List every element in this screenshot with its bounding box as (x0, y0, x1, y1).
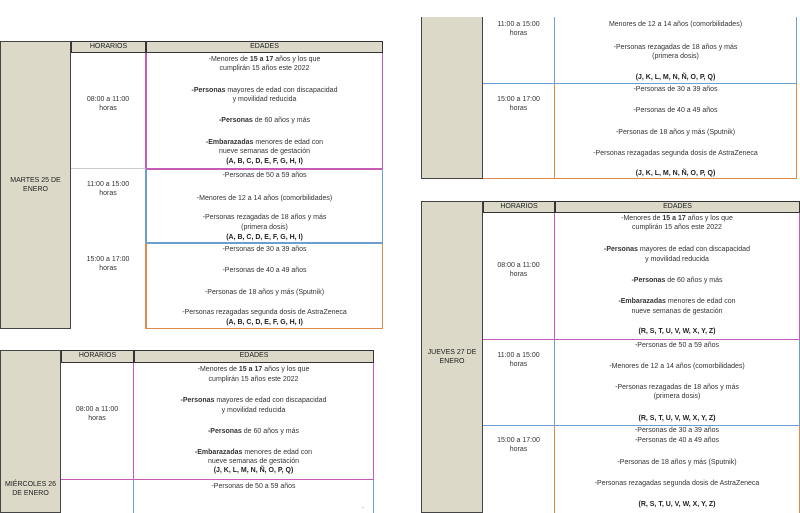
ages-cell: -Menores de 15 a 17 años y los que cumplirán 15 años este 2022 -Personas mayores de edad con discapacidad y movilidad reducida -Personas de 60 años y más -Embarazadas menores de edad con nueve semanas de gestación (R, S, T, U, V, W, X, Y, Z) (555, 213, 800, 339)
time-cell: 08:00 a 11:00 horas (483, 213, 555, 339)
time-cell: 08:00 a 11:00 horas (71, 53, 146, 169)
day-cell-blank (421, 17, 483, 179)
time-cell: 11:00 a 15:00 horas (483, 17, 555, 83)
ages-cell: -Personas de 50 a 59 años . (134, 479, 374, 513)
day-cell-jueves: JUEVES 27 DE ENERO (421, 201, 483, 513)
time-cell: 15:00 a 17:00 horas (71, 243, 146, 329)
ages-cell: -Menores de 15 a 17 años y los que cumplirán 15 años este 2022 -Personas mayores de edad con discapacidad y movilidad reducida -Personas de 60 años y más -Embarazadas menores de edad con nueve semanas de gestación (J, K, L, M, N, Ñ, O, P, Q) (134, 363, 374, 479)
ages-cell: -Menores de 15 a 17 años y los que cumplirán 15 años este 2022 -Personas mayores de edad con discapacidad y movilidad reducida -Personas de 60 años y más -Embarazadas menores de edad con nueve semanas de gestación (A, B, C, D, E, F, G, H, I) (146, 53, 383, 169)
header-horarios: HORARIOS (483, 201, 555, 213)
ages-cell: -Personas de 50 a 59 años -Menores de 12 a 14 años (comorbilidades) -Personas rezagadas de 18 años y más (primera dosis) (R, S, T, U, V, W, X, Y, Z) (555, 339, 800, 425)
header-horarios: HORARIOS (71, 41, 146, 53)
time-cell: 08:00 a 11:00 horas (61, 363, 134, 479)
header-edades: EDADES (134, 350, 374, 363)
time-cell: 15:00 a 17:00 horas (483, 425, 555, 513)
ages-cell: Menores de 12 a 14 años (comorbilidades) -Personas rezagadas de 18 años y más (primera dosis) (J, K, L, M, N, Ñ, O, P, Q) (555, 17, 797, 83)
ages-cell: -Personas de 50 a 59 años -Menores de 12 a 14 años (comorbilidades) -Personas rezagadas de 18 años y más (primera dosis) (A, B, C, D, E, F, G, H, I) (146, 169, 383, 243)
ages-cell: -Personas de 30 a 39 años -Personas de 40 a 49 años -Personas de 18 años y más (Sputnik) -Personas rezagadas segunda dosis de AstraZeneca (J, K, L, M, N, Ñ, O, P, Q) (555, 83, 797, 179)
header-edades: EDADES (555, 201, 800, 213)
header-horarios: HORARIOS (61, 350, 134, 363)
time-cell: 15:00 a 17:00 horas (483, 83, 555, 179)
time-cell: 11:00 a 15:00 horas (483, 339, 555, 425)
header-edades: EDADES (146, 41, 383, 53)
day-cell-miercoles: MIÉRCOLES 26 DE ENERO (0, 350, 61, 513)
ages-cell: -Personas de 30 a 39 años -Personas de 40 a 49 años -Personas de 18 años y más (Sputnik) -Personas rezagadas segunda dosis de AstraZeneca (R, S, T, U, V, W, X, Y, Z) (555, 425, 800, 513)
ages-cell: -Personas de 30 a 39 años -Personas de 40 a 49 años -Personas de 18 años y más (Sputnik) -Personas rezagadas segunda dosis de AstraZeneca (A, B, C, D, E, F, G, H, I) (146, 243, 383, 329)
day-cell-martes: MARTES 25 DE ENERO (0, 41, 71, 329)
time-cell: 11:00 a 15:00 horas (71, 169, 146, 243)
time-cell (61, 479, 134, 513)
